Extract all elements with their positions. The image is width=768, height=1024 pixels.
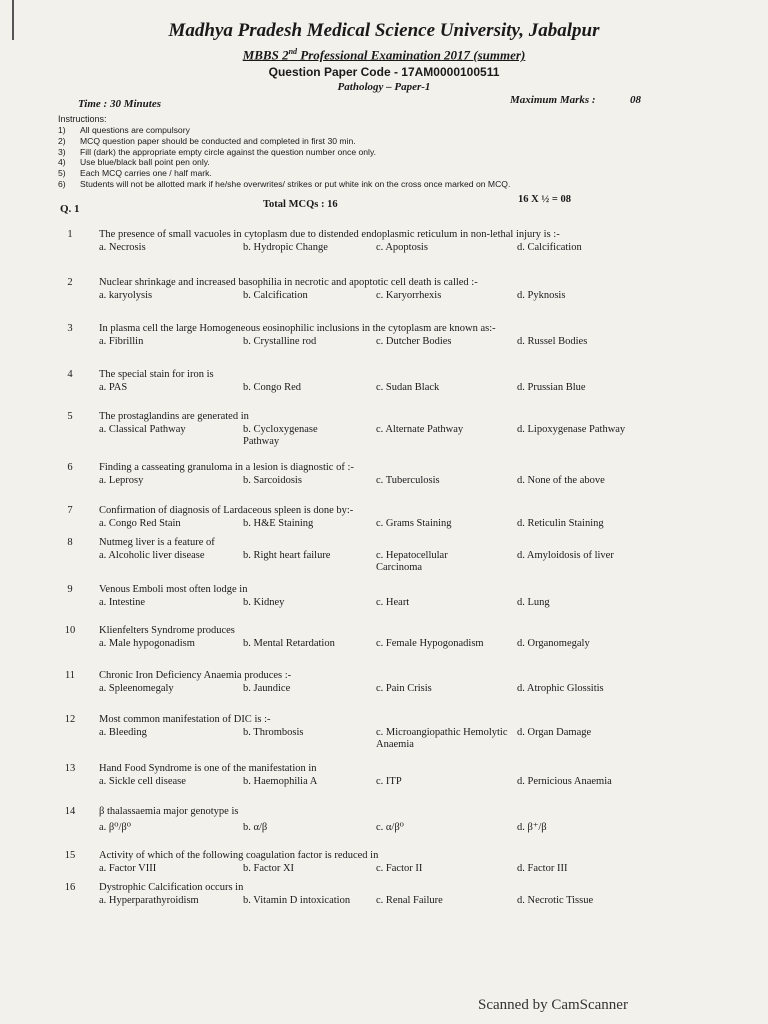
instruction-item: 5) Each MCQ carries one / half mark. [58, 168, 212, 179]
option-a: a. Necrosis [99, 242, 146, 253]
option-a: a. Congo Red Stain [99, 518, 181, 529]
option-d: d. Prussian Blue [517, 382, 586, 393]
question-number: 5 [67, 411, 73, 422]
option-c: c. Dutcher Bodies [376, 336, 452, 347]
max-marks-value: 08 [630, 94, 641, 106]
option-a: a. Male hypogonadism [99, 638, 195, 649]
paper-code: Question Paper Code - 17AM0000100511 [268, 65, 500, 79]
time-limit: Time : 30 Minutes [78, 98, 162, 110]
question-stem: Venous Emboli most often lodge in [99, 584, 248, 595]
option-a: a. Spleenomegaly [99, 683, 174, 694]
option-a: a. Bleeding [99, 727, 147, 738]
option-b: b. Haemophilia A [243, 776, 318, 787]
option-a: a. Alcoholic liver disease [99, 550, 205, 561]
option-d: d. Reticulin Staining [517, 518, 604, 529]
option-d: d. Atrophic Glossitis [517, 683, 604, 694]
option-b: b. α/β [243, 822, 268, 833]
option-d: d. Pyknosis [517, 290, 566, 301]
option-b: b. Vitamin D intoxication [243, 895, 351, 906]
question-number: 10 [64, 625, 76, 636]
question-number: 4 [67, 369, 73, 380]
question-number: 3 [67, 323, 73, 334]
option-b: b. Thrombosis [243, 727, 304, 738]
option-b: b. Right heart failure [243, 550, 331, 561]
option-c: c. Alternate Pathway [376, 424, 464, 435]
option-a: a. PAS [99, 382, 128, 393]
option-a: a. Intestine [99, 597, 146, 608]
question-stem: In plasma cell the large Homogeneous eosinophilic inclusions in the cytoplasm are known as:- [99, 323, 496, 334]
option-c: c. α/β⁰ [376, 822, 404, 833]
option-a: a. Classical Pathway [99, 424, 186, 435]
option-d: d. Lipoxygenase Pathway [517, 424, 626, 435]
question-stem: The prostaglandins are generated in [99, 411, 249, 422]
question-number: 11 [64, 670, 76, 681]
option-b: b. Mental Retardation [243, 638, 335, 649]
option-c: c. Apoptosis [376, 242, 428, 253]
scanner-watermark: Scanned by CamScanner [478, 997, 628, 1013]
question-stem: Most common manifestation of DIC is :- [99, 714, 271, 725]
option-c: c. Pain Crisis [376, 683, 432, 694]
question-number: 13 [64, 763, 76, 774]
question-stem: The presence of small vacuoles in cytoplasm due to distended endoplasmic reticulum in non-lethal injury is :- [99, 229, 560, 240]
exam-title: MBBS 2nd Professional Examination 2017 (summer) [242, 47, 526, 63]
question-number: 6 [67, 462, 73, 473]
instruction-item: 2) MCQ question paper should be conducted and completed in first 30 min. [58, 135, 356, 146]
question-stem: Klienfelters Syndrome produces [99, 625, 235, 636]
option-d: d. β⁺/β [517, 822, 547, 833]
option-c: c. Heart [376, 597, 410, 608]
question-number: 15 [64, 850, 76, 861]
question-stem: Confirmation of diagnosis of Lardaceous spleen is done by:- [99, 505, 354, 516]
marks-formula: 16 X ½ = 08 [518, 194, 571, 205]
option-b: b. Jaundice [243, 683, 291, 694]
option-c: c. Renal Failure [376, 895, 443, 906]
question-number: 7 [67, 505, 73, 516]
question-number: 9 [67, 584, 73, 595]
option-a: a. Fibrillin [99, 336, 144, 347]
instruction-item: 6) Students will not be allotted mark if he/she overwrites/ strikes or put white ink on the cross once marked on MCQ. [58, 178, 511, 189]
question-number: 16 [64, 882, 76, 893]
question-number: 12 [64, 714, 76, 725]
option-d: d. Factor III [517, 863, 568, 874]
option-b: b. Factor XI [243, 863, 295, 874]
option-b: b. Cycloxygenase Pathway [243, 424, 318, 447]
option-b: b. Sarcoidosis [243, 475, 302, 486]
option-d: d. Lung [517, 597, 550, 608]
question-stem: Nuclear shrinkage and increased basophilia in necrotic and apoptotic cell death is called :- [99, 277, 478, 288]
option-c: c. Microangiopathic Hemolytic Anaemia [376, 727, 508, 750]
section-label: Q. 1 [60, 203, 80, 215]
instruction-item: 3) Fill (dark) the appropriate empty circle against the question number once only. [58, 146, 376, 157]
question-number: 1 [67, 229, 73, 240]
option-c: c. Tuberculosis [376, 475, 440, 486]
question-stem: β thalassaemia major genotype is [99, 806, 239, 817]
instruction-item: 1) All questions are compulsory [58, 125, 190, 135]
option-c: c. Sudan Black [376, 382, 440, 393]
question-number: 8 [67, 537, 73, 548]
option-c: c. Hepatocellular Carcinoma [376, 550, 448, 573]
option-d: d. Calcification [517, 242, 582, 253]
instructions-heading: Instructions: [58, 114, 107, 124]
total-mcqs: Total MCQs : 16 [263, 199, 338, 210]
option-a: a. β⁰/β⁰ [99, 822, 131, 833]
option-a: a. karyolysis [99, 290, 153, 301]
option-a: a. Factor VIII [99, 863, 157, 874]
max-marks-label: Maximum Marks : [510, 94, 596, 106]
question-stem: Activity of which of the following coagulation factor is reduced in [99, 850, 379, 861]
option-b: b. Calcification [243, 290, 308, 301]
option-d: d. Pernicious Anaemia [517, 776, 612, 787]
question-stem: Chronic Iron Deficiency Anaemia produces :- [99, 670, 292, 681]
instructions-list [58, 125, 510, 190]
question-number: 14 [64, 806, 76, 817]
option-b: b. Hydropic Change [243, 242, 328, 253]
option-c: c. Grams Staining [376, 518, 452, 529]
question-stem: The special stain for iron is [99, 369, 214, 380]
option-c: c. Factor II [376, 863, 423, 874]
question-stem: Finding a casseating granuloma in a lesion is diagnostic of :- [99, 462, 354, 473]
option-d: d. Russel Bodies [517, 336, 588, 347]
option-c: c. ITP [376, 776, 402, 787]
option-d: d. Organomegaly [517, 638, 590, 649]
option-d: d. Organ Damage [517, 727, 592, 738]
option-a: a. Hyperparathyroidism [99, 895, 199, 906]
option-a: a. Sickle cell disease [99, 776, 186, 787]
question-number: 2 [67, 277, 73, 288]
option-d: d. None of the above [517, 475, 605, 486]
instruction-item: 4) Use blue/black ball point pen only. [58, 157, 210, 168]
option-c: c. Female Hypogonadism [376, 638, 484, 649]
option-b: b. Crystalline rod [243, 336, 317, 347]
option-b: b. Kidney [243, 597, 285, 608]
question-stem: Dystrophic Calcification occurs in [99, 882, 244, 893]
option-b: b. Congo Red [243, 382, 302, 393]
option-d: d. Amyloidosis of liver [517, 550, 614, 561]
option-b: b. H&E Staining [243, 518, 314, 529]
option-d: d. Necrotic Tissue [517, 895, 594, 906]
option-c: c. Karyorrhexis [376, 290, 442, 301]
university-title: Madhya Pradesh Medical Science University, Jabalpur [168, 20, 600, 41]
option-a: a. Leprosy [99, 475, 144, 486]
question-stem: Hand Food Syndrome is one of the manifestation in [99, 763, 317, 774]
question-stem: Nutmeg liver is a feature of [99, 537, 215, 548]
subject-title: Pathology – Paper-1 [337, 81, 431, 93]
